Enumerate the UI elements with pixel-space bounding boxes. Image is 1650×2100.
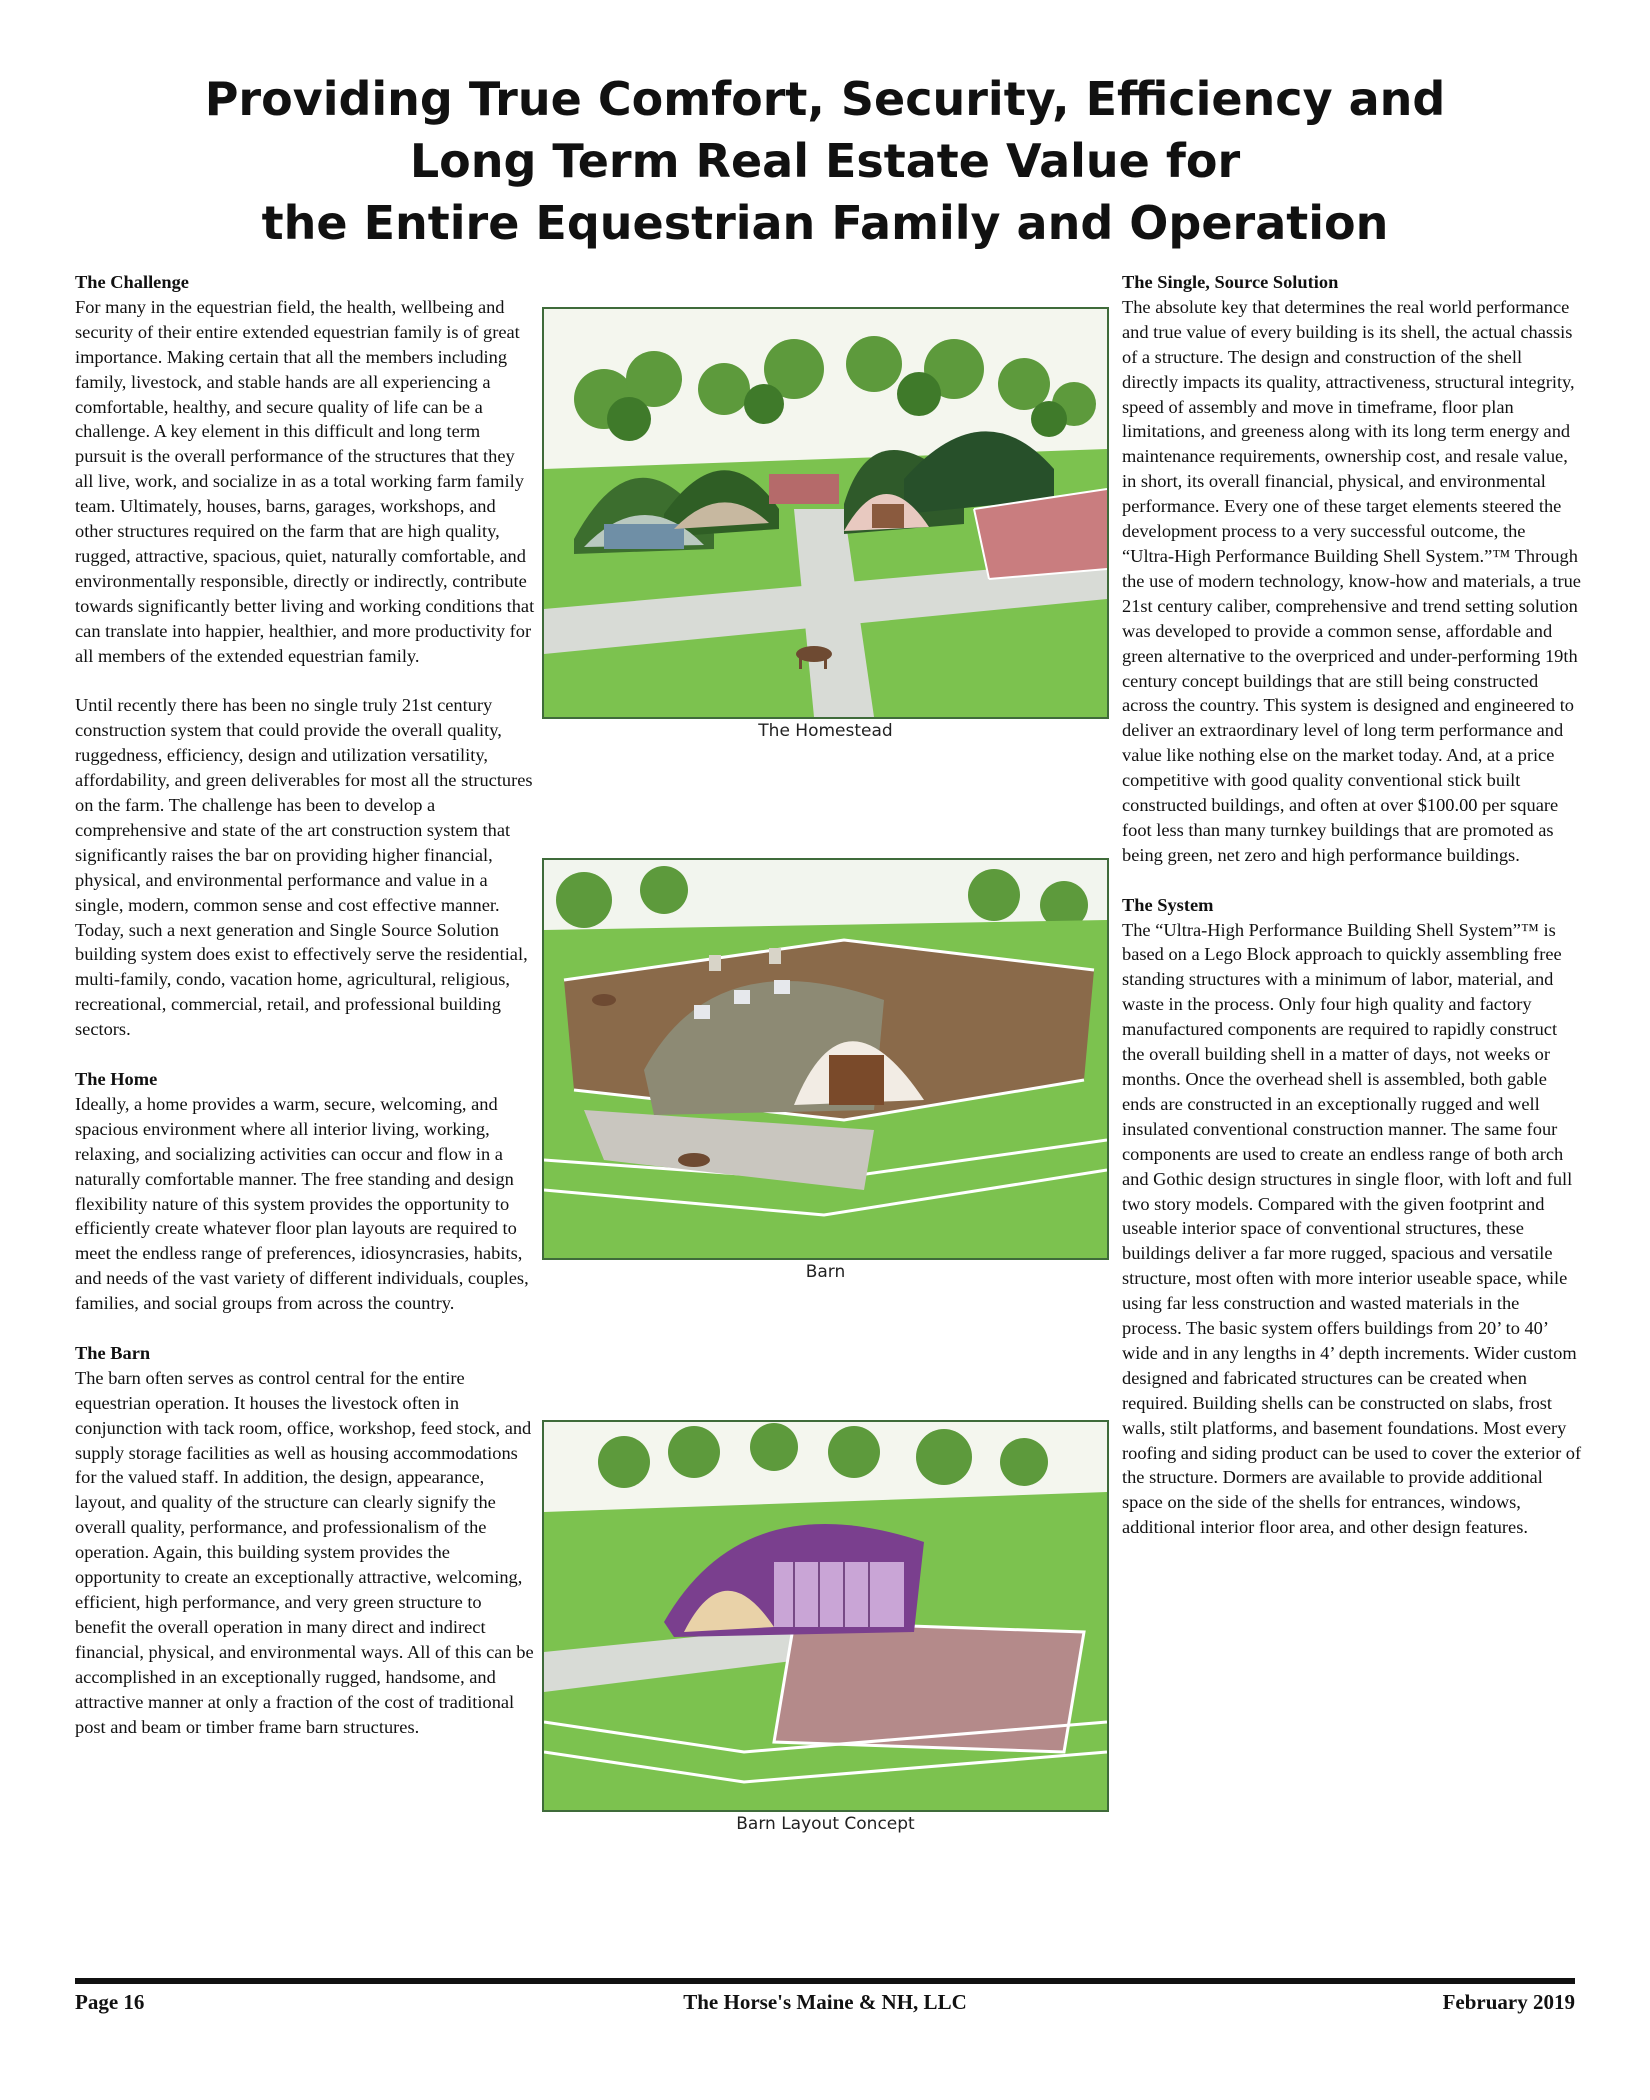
- system-paragraph: The “Ultra-High Performance Building Shell System”™ is based on a Lego Block approach to quickly assembling free standing structures with a minimum of labor, material, and waste in the process. Only four high quality and factory manufactured components are required to rapidly construct the overall building shell in a matter of days, not weeks or months. Once the overhead shell is assembled, both gable ends are constructed in an exceptionally rugged and well insulated conventional construction manner. The same four components are used to create an endless range of both arch and Gothic design structures in single floor, with loft and full two story models. Compared with the given footprint and useable interior space of conventional structures, these buildings deliver a far more rugged, spacious and versatile structure, most often with more interior useable space, while using far less construction and wasted materials in the process. The basic system offers buildings from 20’ to 40’ wide and in any lengths in 4’ depth increments. Wider custom designed and fabricated structures can be created when required. Building shells can be constructed on slabs, frost walls, stilt platforms, and basement foundations. Most every roofing and siding product can be used to cover the exterior of the structure. Dormers are available to provide additional space on the side of the shells for entrances, windows, additional interior floor area, and other design features.: [1122, 919, 1582, 1538]
- page-title: [150, 68, 1500, 254]
- figure-caption-barn: Barn: [805, 1262, 846, 1282]
- barn-illustration: [542, 858, 1109, 1260]
- solution-heading: The Single, Source Solution: [1122, 272, 1339, 292]
- footer-publication: The Horse's Maine & NH, LLC: [683, 1990, 967, 2014]
- home-heading: The Home: [75, 1068, 158, 1089]
- right-column: [1122, 270, 1582, 1540]
- home-paragraph: Ideally, a home provides a warm, secure, welcoming, and spacious environment where all interior living, working, relaxing, and socializing activities can occur and flow in a naturally comfortable manner. The free standing and design flexibility nature of this system provides the opportunity to efficiently create whatever floor plan layouts are required to meet the endless range of preferences, idiosyncrasies, habits, and needs of the vast variety of different individuals, couples, families, and social groups from across the country.: [75, 1093, 529, 1314]
- footer-rule: [75, 1978, 1575, 1984]
- system-heading: The System: [1122, 894, 1214, 915]
- challenge-paragraph-1: For many in the equestrian field, the health, wellbeing and security of their entire extended equestrian family is of great importance. Making certain that all the members including family, livestock, and stable hands are all experiencing a comfortable, healthy, and secure quality of life can be a challenge. A key element in this difficult and long term pursuit is the overall performance of the structures that they all live, work, and socialize in as a total working farm family team. Ultimately, houses, barns, garages, workshops, and other structures required on the farm that are high quality, rugged, attractive, spacious, quiet, naturally comfortable, and environmentally responsible, directly or indirectly, contribute towards significantly better living and working conditions that can translate into happier, healthier, and more productivity for all members of the extended equestrian family.: [75, 296, 535, 666]
- homestead-illustration: [542, 307, 1109, 719]
- title-line-1: Providing True Comfort, Security, Efficiency and: [204, 72, 1446, 126]
- left-column: [75, 270, 535, 1739]
- barn-heading: The Barn: [75, 1342, 151, 1363]
- footer-date: February 2019: [1442, 1990, 1575, 2014]
- footer-page-number: Page 16: [75, 1990, 145, 2014]
- figure-caption-homestead: The Homestead: [758, 721, 893, 741]
- barn-layout-illustration: [542, 1420, 1109, 1812]
- page-footer: [75, 1990, 1575, 2020]
- title-line-2: Long Term Real Estate Value for: [409, 134, 1241, 188]
- challenge-paragraph-2: Until recently there has been no single truly 21st century construction system that could provide the overall quality, ruggedness, efficiency, design and utilization versatility, affordability, and green deliverables for most all the structures on the farm. The challenge has been to develop a comprehensive and state of the art construction system that significantly raises the bar on providing higher financial, physical, and environmental performance and value in a single, modern, common sense and cost effective manner. Today, such a next generation and Single Source Solution building system does exist to effectively serve the residential, multi-family, condo, vacation home, agricultural, religious, recreational, commercial, retail, and professional building sectors.: [75, 695, 533, 1040]
- solution-paragraph: The absolute key that determines the real world performance and true value of every building is its shell, the actual chassis of a structure. The design and construction of the shell directly impacts its quality, attractiveness, structural integrity, speed of assembly and move in timeframe, floor plan limitations, and greeness along with its long term energy and maintenance requirements, ownership cost, and resale value, in short, its overall financial, physical, and environmental performance. Every one of these target elements steered the development process to a very successful outcome, the “Ultra-High Performance Building Shell System.”™ Through the use of modern technology, know-how and materials, a true 21st century caliber, comprehensive and trend setting solution was developed to provide a common sense, affordable and green alternative to the overpriced and under-performing 19th century concept buildings that are still being constructed across the country. This system is designed and engineered to deliver an extraordinary level of long term performance and value like nothing else on the market today. And, at a price competitive with good quality conventional stick built constructed buildings, and often at over $100.00 per square foot less than many turnkey buildings that are promoted as being green, net zero and high performance buildings.: [1122, 296, 1581, 865]
- title-line-3: the Entire Equestrian Family and Operation: [261, 196, 1389, 250]
- challenge-heading: The Challenge: [75, 272, 189, 292]
- figure-caption-barn-layout: Barn Layout Concept: [736, 1814, 915, 1834]
- barn-paragraph: The barn often serves as control central for the entire equestrian operation. It houses the livestock often in conjunction with tack room, office, workshop, feed stock, and supply storage facilities as well as housing accommodations for the valued staff. In addition, the design, appearance, layout, and quality of the structure can clearly signify the overall quality, performance, and professionalism of the operation. Again, this building system provides the opportunity to create an exceptionally attractive, welcoming, efficient, high performance, and very green structure to benefit the overall operation in many direct and indirect financial, physical, and environmental ways. All of this can be accomplished in an exceptionally rugged, handsome, and attractive manner at only a fraction of the cost of traditional post and beam or timber frame barn structures.: [75, 1367, 534, 1737]
